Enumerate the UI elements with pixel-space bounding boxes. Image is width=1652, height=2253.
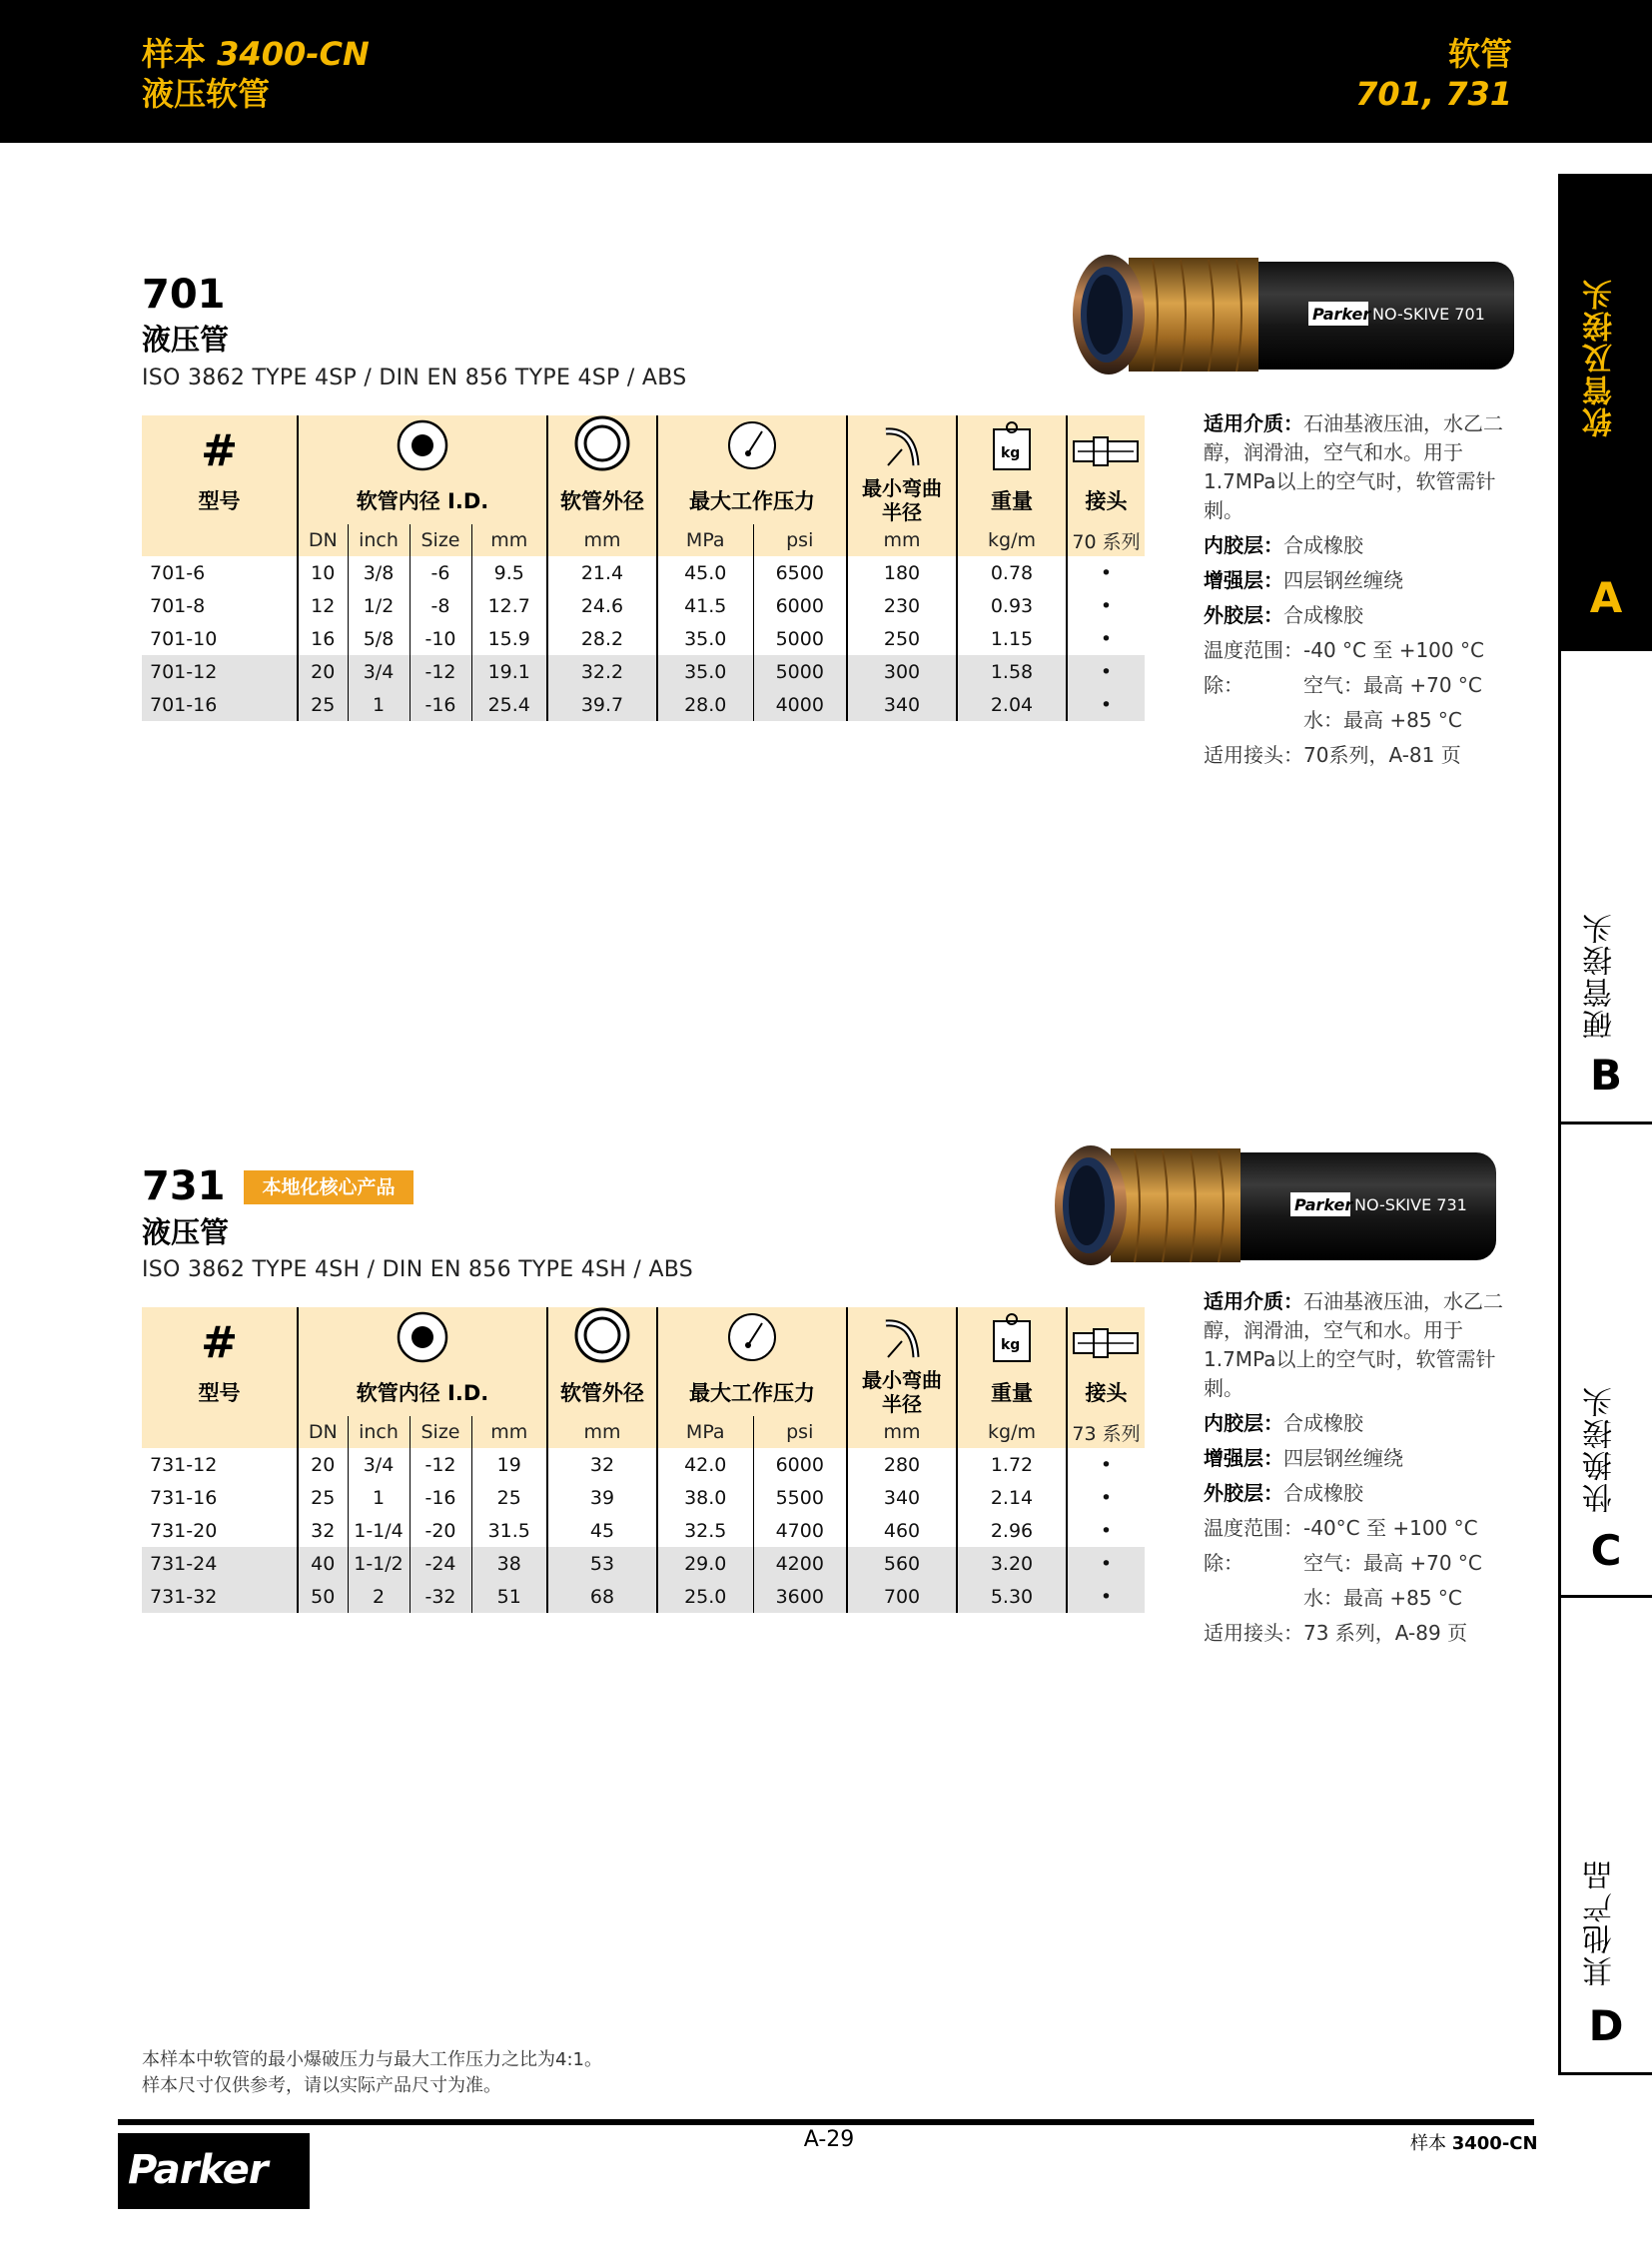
col-weight: 重量 [957,1368,1067,1416]
info-701-media-label: 适用介质： [1204,411,1303,435]
table-cell: -8 [410,589,471,622]
table-cell: 5/8 [348,622,410,655]
table-cell: • [1067,1514,1145,1547]
table-cell: 19 [471,1448,547,1481]
info-731-temp: 温度范围：-40°C 至 +100 °C [1204,1516,1478,1540]
unit-mpa: MPa [657,1416,753,1448]
table-cell: 45.0 [657,556,753,589]
unit-od-mm: mm [547,524,657,556]
info-701-reinf: 四层钢丝缠绕 [1283,568,1403,592]
unit-kgm: kg/m [957,524,1067,556]
table-cell: 38.0 [657,1481,753,1514]
unit-inch: inch [348,524,410,556]
table-cell: 4000 [753,688,847,721]
table-cell: -12 [410,1448,471,1481]
col-fitting: 接头 [1067,476,1145,524]
table-cell: 41.5 [657,589,753,622]
product-701-number: 701 [142,272,226,318]
table-cell: -32 [410,1580,471,1613]
fitting-icon [1067,415,1145,476]
info-701-water: 水：最高 +85 °C [1303,708,1462,732]
table-cell: • [1067,688,1145,721]
col-pressure: 最大工作压力 [657,1368,847,1416]
table-cell: 3.20 [957,1547,1067,1580]
table-cell: 39 [547,1481,657,1514]
col-id: 软管内径 I.D. [298,476,547,524]
table-cell: 280 [847,1448,957,1481]
unit-bend-mm: mm [847,524,957,556]
table-cell: 5500 [753,1481,847,1514]
fitting-icon [1067,1307,1145,1368]
table-cell: 0.93 [957,589,1067,622]
info-731-reinf-label: 增强层： [1204,1446,1283,1470]
col-bend [847,1368,957,1416]
unit-dn: DN [298,524,348,556]
unit-fitting-series: 70 系列 [1067,524,1145,556]
table-cell: 701-16 [142,688,298,721]
side-tab-d[interactable] [1558,1598,1652,2075]
table-row [142,1514,1145,1547]
table-cell: 701-8 [150,594,206,617]
bend-radius-icon [847,415,957,476]
unit-bend-mm: mm [847,1416,957,1448]
table-cell: 6500 [753,556,847,589]
table-cell: 340 [847,688,957,721]
table-row [142,1481,1145,1514]
header-catalog-prefix: 样本 [142,35,207,73]
table-cell: • [1067,622,1145,655]
col-bend [847,476,957,524]
hose-731-brand: Parker [1294,1195,1353,1214]
hash-symbol: # [201,425,238,476]
table-cell: 701-10 [150,627,218,650]
table-cell: 700 [847,1580,957,1613]
hose-731-print: NO-SKIVE 731 [1354,1195,1467,1214]
table-cell: 19.1 [471,655,547,688]
table-cell: 6000 [753,1448,847,1481]
table-cell: • [1067,1580,1145,1613]
table-cell: 6000 [753,589,847,622]
unit-size: Size [410,1416,471,1448]
header-right [1355,34,1512,114]
side-tab-a-label: 软管及接头 [1583,278,1618,437]
table-row [142,1448,1145,1481]
info-731-media: 石油基液压油，水乙二醇，润滑油，空气和水。用于1.7MPa以上的空气时，软管需针刺。 [1204,1289,1503,1400]
col-fitting: 接头 [1067,1368,1145,1416]
table-cell: • [1067,1481,1145,1514]
info-731-except: 除： [1204,1551,1243,1575]
table-cell: 250 [847,622,957,655]
table-cell: -6 [410,556,471,589]
info-701-temp: 温度范围：-40 °C 至 +100 °C [1204,638,1484,662]
parker-logo-text: Parker [128,2147,268,2193]
table-cell: 731-32 [142,1580,298,1613]
hose-701-brand: Parker [1312,305,1371,324]
table-cell: 32.5 [657,1514,753,1547]
side-tab-a[interactable] [1558,174,1652,651]
unit-fitting-series: 73 系列 [1067,1416,1145,1448]
table-row [142,688,1145,721]
unit-size: Size [410,524,471,556]
table-cell: 1.72 [957,1448,1067,1481]
table-cell: 3/4 [348,655,410,688]
table-cell: 12.7 [471,589,547,622]
table-cell: 1-1/2 [348,1547,410,1580]
info-731-fittings: 适用接头：73 系列，A-89 页 [1204,1621,1468,1645]
footnote-line1: 本样本中软管的最小爆破压力与最大工作压力之比为4:1。 [142,2049,602,2070]
info-701-except: 除： [1204,673,1243,697]
footer-rule [118,2119,1534,2125]
table-cell: 701-6 [150,561,206,584]
table-cell: 45 [547,1514,657,1547]
header-category: 软管 [1447,35,1512,73]
table-cell: 28.0 [657,688,753,721]
unit-dn: DN [298,1416,348,1448]
product-701-standard: ISO 3862 TYPE 4SP / DIN EN 856 TYPE 4SP / ABS [142,366,687,390]
bend-radius-icon [847,1307,957,1368]
table-cell: 1.58 [957,655,1067,688]
spec-table-701 [142,415,1145,721]
table-cell: 32.2 [547,655,657,688]
header-band [0,0,1652,143]
table-cell: 29.0 [657,1547,753,1580]
col-bend-line2: 半径 [882,500,922,524]
table-cell: 25.0 [657,1580,753,1613]
info-731-media-label: 适用介质： [1204,1289,1303,1313]
table-cell: 731-12 [150,1453,218,1476]
side-tab-d-label: 其他产品 [1583,1859,1618,1986]
info-panel-731 [1204,1287,1523,1654]
info-701-media: 石油基液压油，水乙二醇，润滑油，空气和水。用于1.7MPa以上的空气时，软管需针刺。 [1204,411,1503,522]
hash-symbol: # [201,1317,238,1368]
table-cell: 1 [348,1481,410,1514]
table-row [142,556,1145,589]
info-701-outer-label: 外胶层： [1204,603,1283,627]
table-cell: 68 [547,1580,657,1613]
info-panel-701 [1204,409,1523,776]
table-cell: 25 [298,1481,348,1514]
gauge-icon [657,1307,847,1368]
table-cell: 731-24 [142,1547,298,1580]
table-cell: 5000 [753,655,847,688]
table-cell: 50 [298,1580,348,1613]
side-tab-b-label: 硬管接头 [1583,912,1618,1040]
col-pressure: 最大工作压力 [657,476,847,524]
unit-mpa: MPa [657,524,753,556]
col-od: 软管外径 [547,1368,657,1416]
hose-701-image [1069,248,1518,382]
header-models: 701, 731 [1355,75,1512,113]
product-701-name: 液压管 [142,323,230,357]
spec-table-731 [142,1307,1145,1613]
table-cell: 28.2 [547,622,657,655]
table-cell: 5.30 [957,1580,1067,1613]
unit-mm: mm [471,524,547,556]
table-cell: 10 [298,556,348,589]
table-cell: 38 [471,1547,547,1580]
core-product-badge: 本地化核心产品 [244,1170,413,1204]
side-tab-c[interactable] [1558,1125,1652,1598]
col-bend-line1: 最小弯曲 [862,1368,942,1392]
info-731-reinf: 四层钢丝缠绕 [1283,1446,1403,1470]
table-cell: 39.7 [547,688,657,721]
parker-logo [118,2133,310,2209]
catalog-reference [1410,2129,1538,2155]
table-cell: 0.78 [957,556,1067,589]
table-cell: -24 [410,1547,471,1580]
side-tab-c-letter: C [1590,1526,1622,1575]
table-cell: 21.4 [547,556,657,589]
hose-731-image [1051,1138,1500,1273]
table-cell: 20 [298,1448,348,1481]
svg-text:kg: kg [1001,1337,1021,1353]
unit-od-mm: mm [547,1416,657,1448]
table-cell: 51 [471,1580,547,1613]
table-cell: 731-16 [150,1486,218,1509]
table-cell: 9.5 [471,556,547,589]
table-cell: 701-12 [142,655,298,688]
info-701-inner-label: 内胶层： [1204,533,1283,557]
table-cell: 25 [298,688,348,721]
table-cell: 1/2 [348,589,410,622]
unit-kgm: kg/m [957,1416,1067,1448]
col-model: 型号 [198,1381,241,1405]
info-701-outer: 合成橡胶 [1283,603,1363,627]
table-cell: -16 [410,1481,471,1514]
header-catalog-number: 3400-CN [217,35,370,73]
col-model: 型号 [198,489,241,513]
table-row [142,1547,1145,1580]
id-icon [298,1307,547,1368]
table-cell: 1.15 [957,622,1067,655]
info-731-inner-label: 内胶层： [1204,1411,1283,1435]
table-cell: 40 [298,1547,348,1580]
page-number: A-29 [803,2127,855,2152]
hose-701-print: NO-SKIVE 701 [1372,305,1485,324]
weight-icon [957,415,1067,476]
footnote [142,2047,602,2099]
gauge-icon [657,415,847,476]
table-cell: 560 [847,1547,957,1580]
side-tab-c-label: 快换接头 [1583,1385,1618,1513]
table-cell: 300 [847,655,957,688]
table-cell: 2.96 [957,1514,1067,1547]
table-cell: 24.6 [547,589,657,622]
table-cell: 35.0 [657,622,753,655]
table-cell: 3/4 [348,1448,410,1481]
table-cell: 731-20 [150,1519,218,1542]
unit-mm: mm [471,1416,547,1448]
table-cell: 53 [547,1547,657,1580]
weight-icon [957,1307,1067,1368]
table-cell: • [1067,655,1145,688]
table-cell: • [1067,1448,1145,1481]
table-cell: 2.04 [957,688,1067,721]
col-weight: 重量 [957,476,1067,524]
table-cell: 5000 [753,622,847,655]
table-cell: • [1067,1547,1145,1580]
table-cell: 20 [298,655,348,688]
col-od: 软管外径 [547,476,657,524]
table-cell: 12 [298,589,348,622]
unit-psi: psi [753,524,847,556]
side-tab-d-letter: D [1588,2001,1624,2050]
table-cell: 31.5 [471,1514,547,1547]
footnote-line2: 样本尺寸仅供参考，请以实际产品尺寸为准。 [142,2075,501,2096]
table-cell: 32 [298,1514,348,1547]
svg-text:kg: kg [1001,445,1021,461]
table-cell: 180 [847,556,957,589]
side-tab-a-letter: A [1589,573,1623,622]
info-701-air: 空气：最高 +70 °C [1303,673,1482,697]
table-cell: 2.14 [957,1481,1067,1514]
side-tab-b-letter: B [1589,1051,1622,1100]
col-id: 软管内径 I.D. [298,1368,547,1416]
table-cell: 230 [847,589,957,622]
table-cell: 3600 [753,1580,847,1613]
table-cell: 460 [847,1514,957,1547]
table-row [142,589,1145,622]
table-cell: • [1067,589,1145,622]
table-cell: 15.9 [471,622,547,655]
catalog-ref-number: 3400-CN [1451,2133,1538,2154]
info-731-air: 空气：最高 +70 °C [1303,1551,1482,1575]
catalog-ref-prefix: 样本 [1410,2133,1446,2154]
unit-inch: inch [348,1416,410,1448]
table-row [142,1580,1145,1613]
col-bend-line2: 半径 [882,1392,922,1416]
table-cell: 25 [471,1481,547,1514]
table-cell: 3/8 [348,556,410,589]
od-icon [547,1307,657,1368]
info-731-outer: 合成橡胶 [1283,1481,1363,1505]
table-cell: 42.0 [657,1448,753,1481]
od-icon [547,415,657,476]
id-icon [298,415,547,476]
table-row [142,655,1145,688]
info-701-fittings: 适用接头：70系列，A-81 页 [1204,743,1461,767]
table-cell: 4200 [753,1547,847,1580]
table-cell: -12 [410,655,471,688]
side-tab-b[interactable] [1558,651,1652,1125]
header-left [142,34,370,114]
table-cell: 2 [348,1580,410,1613]
header-section-title: 液压软管 [142,75,271,113]
table-cell: 4700 [753,1514,847,1547]
unit-psi: psi [753,1416,847,1448]
table-cell: 35.0 [657,655,753,688]
info-731-outer-label: 外胶层： [1204,1481,1283,1505]
table-cell: 1-1/4 [348,1514,410,1547]
info-701-inner: 合成橡胶 [1283,533,1363,557]
info-731-water: 水：最高 +85 °C [1303,1586,1462,1610]
table-cell: 340 [847,1481,957,1514]
table-cell: • [1067,556,1145,589]
table-cell: -16 [410,688,471,721]
table-cell: -20 [410,1514,471,1547]
table-cell: 25.4 [471,688,547,721]
table-cell: 32 [547,1448,657,1481]
table-cell: 16 [298,622,348,655]
product-731-standard: ISO 3862 TYPE 4SH / DIN EN 856 TYPE 4SH / ABS [142,1257,694,1282]
table-cell: -10 [410,622,471,655]
product-731-number: 731 [142,1163,226,1209]
product-731-name: 液压管 [142,1215,230,1249]
info-701-reinf-label: 增强层： [1204,568,1283,592]
table-cell: 1 [348,688,410,721]
col-bend-line1: 最小弯曲 [862,476,942,500]
table-row [142,622,1145,655]
info-731-inner: 合成橡胶 [1283,1411,1363,1435]
